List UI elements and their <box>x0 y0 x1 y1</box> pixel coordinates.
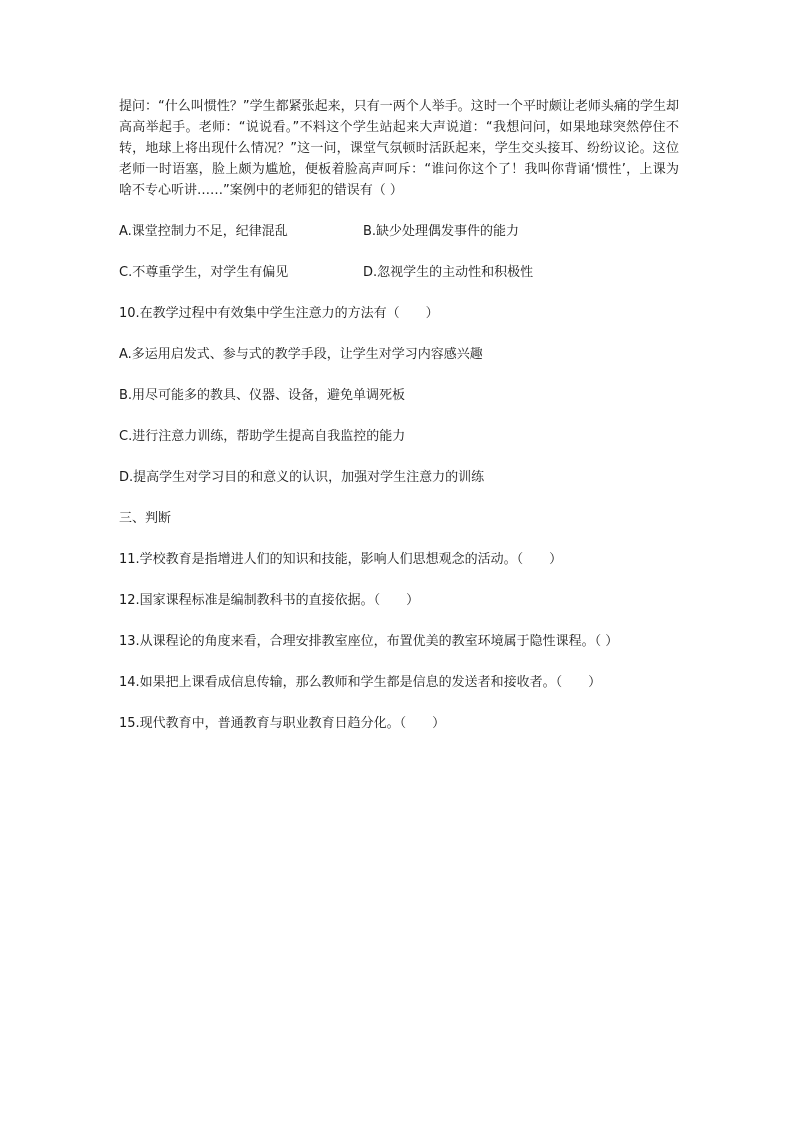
spacer <box>119 406 679 426</box>
question-9-option-b: B.缺少处理偶发事件的能力 <box>363 224 520 239</box>
spacer <box>119 324 679 344</box>
spacer <box>119 242 679 262</box>
question-13: 13.从课程论的角度来看，合理安排教室座位，布置优美的教室环境属于隐性课程。（ ） <box>119 634 619 649</box>
spacer <box>119 201 679 221</box>
document-content <box>119 96 679 734</box>
spacer <box>119 652 679 672</box>
question-10-stem: 10.在教学过程中有效集中学生注意力的方法有（ ） <box>119 306 439 321</box>
section-3-heading: 三、判断 <box>119 511 172 526</box>
question-10-option-d: D.提高学生对学习目的和意义的认识，加强对学生注意力的训练 <box>119 470 485 485</box>
spacer <box>119 447 679 467</box>
question-9-option-a: A.课堂控制力不足，纪律混乱 <box>119 224 288 239</box>
question-12: 12.国家课程标准是编制教科书的直接依据。（ ） <box>119 593 420 608</box>
question-14: 14.如果把上课看成信息传输，那么教师和学生都是信息的发送者和接收者。（ ） <box>119 675 602 690</box>
spacer <box>119 488 679 508</box>
question-9-stem: 提问：“什么叫惯性？”学生都紧张起来，只有一两个人举手。这时一个平时颇让老师头痛的学生却高高举起手。老师：“说说看。”不料这个学生站起来大声说道：“我想问问，如果地球突然停住不转，地球上将出现什么情况？”这一问，课堂气氛顿时活跃起来，学生交头接耳、纷纷议论。这位老师一时语塞，脸上颇为尴尬，便板着脸高声呵斥：“谁问你这个了！我叫你背诵‘惯性’，上课为啥不专心听讲……”案例中的老师犯的错误有（ ） <box>119 99 679 198</box>
spacer <box>119 283 679 303</box>
spacer <box>119 693 679 713</box>
question-11: 11.学校教育是指增进人们的知识和技能，影响人们思想观念的活动。（ ） <box>119 552 563 567</box>
question-9-options-row-2 <box>119 262 679 283</box>
question-15: 15.现代教育中，普通教育与职业教育日趋分化。（ ） <box>119 716 446 731</box>
question-10-option-b: B.用尽可能多的教具、仪器、设备，避免单调死板 <box>119 388 406 403</box>
question-10-option-a: A.多运用启发式、参与式的教学手段，让学生对学习内容感兴趣 <box>119 347 483 362</box>
question-10-option-c: C.进行注意力训练，帮助学生提高自我监控的能力 <box>119 429 406 444</box>
question-9-option-c: C.不尊重学生，对学生有偏见 <box>119 265 289 280</box>
question-9-options-row-1 <box>119 221 679 242</box>
question-9-option-d: D.忽视学生的主动性和积极性 <box>363 265 534 280</box>
spacer <box>119 570 679 590</box>
spacer <box>119 611 679 631</box>
spacer <box>119 365 679 385</box>
spacer <box>119 529 679 549</box>
